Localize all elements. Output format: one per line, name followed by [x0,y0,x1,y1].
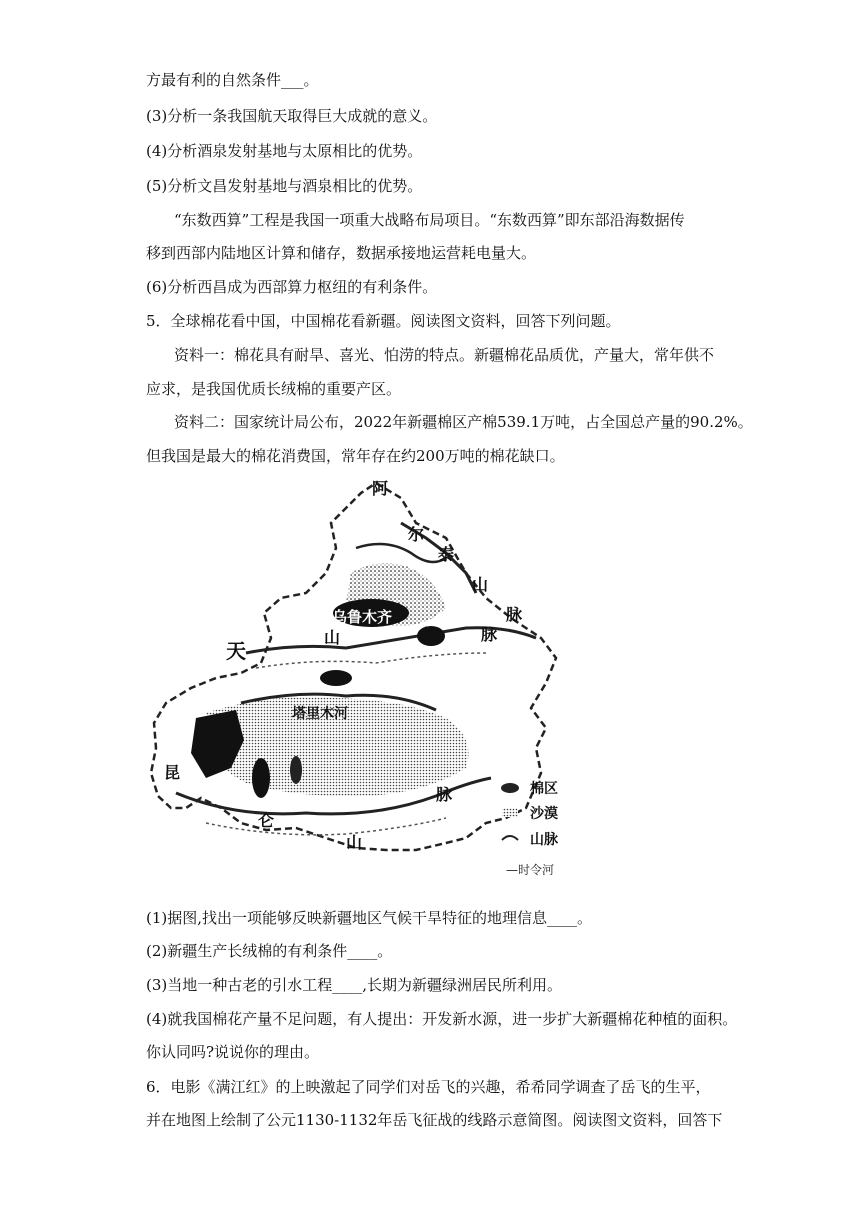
material-paragraph: 移到西部内陆地区计算和储存，数据承接地运营耗电量大。 [146,244,537,262]
label-altai-5: 脉 [506,605,523,624]
label-urumqi: 乌鲁木齐 [332,608,393,626]
cotton-area [290,756,302,784]
xinjiang-map [146,478,586,888]
material-one: 应求，是我国优质长绒棉的重要产区。 [146,380,402,398]
legend-desert-symbol [502,808,518,817]
label-tarim-river: 塔里木河 [292,706,348,722]
label-altai-4: 山 [472,575,489,594]
legend-cotton-symbol [501,783,519,793]
text-line: 方最有利的自然条件___。 [146,71,319,89]
question-5-4: 你认同吗?说说你的理由。 [146,1043,320,1061]
material-one: 资料一：棉花具有耐旱、喜光、怕涝的特点。新疆棉花品质优，产量大，常年供不 [174,346,715,364]
label-kunlun-2: 仑 [258,811,275,830]
label-altai-1: 阿 [372,479,389,498]
question-5-2: (2)新疆生产长绒棉的有利条件____。 [146,942,393,960]
label-tianshan-east: 山 [418,625,435,644]
question-5-4: (4)就我国棉花产量不足问题，有人提出：开发新水源，进一步扩大新疆棉花种植的面积。 [146,1010,738,1028]
label-kunlun-1: 昆 [164,763,181,782]
question-heading-6: 6．电影《满江红》的上映激起了同学们对岳飞的兴趣，希希同学调查了岳飞的生平， [146,1078,711,1096]
question-5-3: (3)当地一种古老的引水工程____,长期为新疆绿洲居民所利用。 [146,976,563,994]
question-6: (6)分析西昌成为西部算力枢纽的有利条件。 [146,278,438,296]
question-5: (5)分析文昌发射基地与酒泉相比的优势。 [146,177,423,195]
question-4: (4)分析酒泉发射基地与太原相比的优势。 [146,142,423,160]
question-5-1: (1)据图,找出一项能够反映新疆地区气候干旱特征的地理信息____。 [146,909,593,927]
kunlun-mountains [206,818,446,835]
legend-mountain-label: 山脉 [530,832,558,848]
legend-desert-label: 沙漠 [530,806,558,822]
question-heading-5: 5．全球棉花看中国，中国棉花看新疆。阅读图文资料，回答下列问题。 [146,312,621,330]
label-kunlun-4: 脉 [436,785,453,804]
label-tianshan-1: 天 [226,639,246,663]
legend-cotton-label: 棉区 [530,781,558,797]
material-two: 资料二：国家统计局公布，2022年新疆棉区产棉539.1万吨，占全国总产量的90.2%。 [174,413,753,431]
legend-seasonal-river: —时令河 [506,863,555,877]
cotton-area [320,670,352,686]
label-altai-3: 泰 [438,545,455,564]
map-legend [501,780,559,877]
label-tianshan-2: 山 [324,628,341,647]
material-two: 但我国是最大的棉花消费国，常年存在约200万吨的棉花缺口。 [146,447,565,465]
legend-mountain-symbol [502,836,518,840]
question-heading-6: 并在地图上绘制了公元1130-1132年岳飞征战的线路示意简图。阅读图文资料，回答下 [146,1111,723,1129]
tianshan-mountains [256,653,486,668]
cotton-area [252,758,270,798]
label-tianshan-east-2: 脉 [481,625,498,644]
material-paragraph: “东数西算”工程是我国一项重大战略布局项目。“东数西算”即东部沿海数据传 [174,211,685,229]
river-line [356,544,446,562]
question-3: (3)分析一条我国航天取得巨大成就的意义。 [146,107,438,125]
label-kunlun-3: 山 [346,833,363,852]
label-altai-2: 尔 [408,525,425,544]
